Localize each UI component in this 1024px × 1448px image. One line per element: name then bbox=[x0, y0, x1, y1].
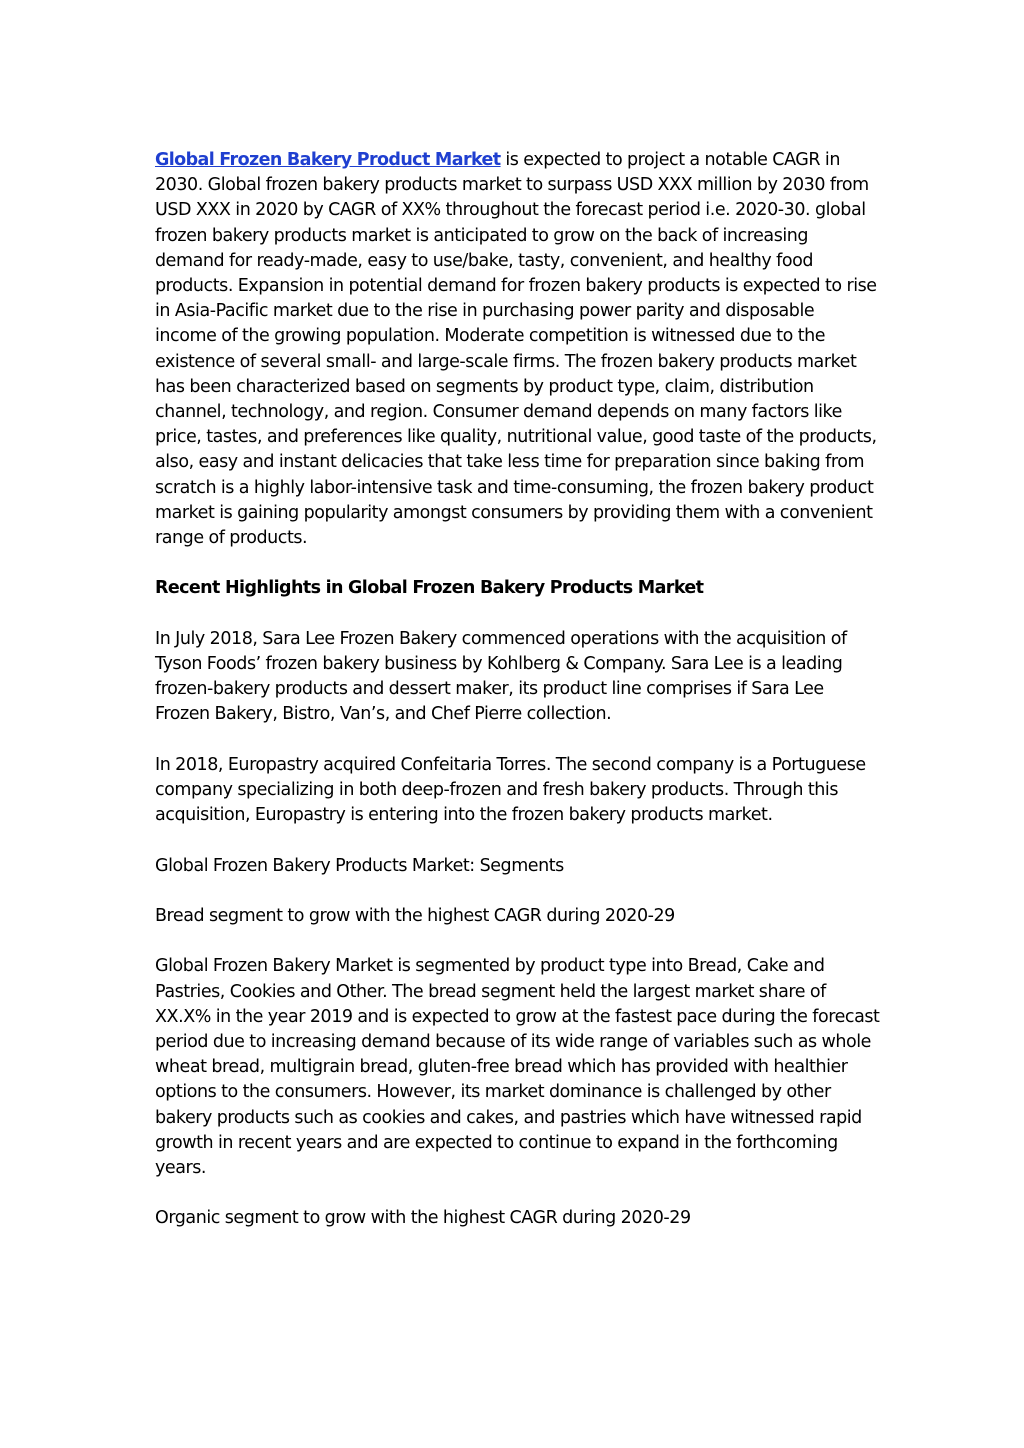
highlight-paragraph-sara-lee: In July 2018, Sara Lee Frozen Bakery commenced operations with the acquisition of Tyson Foods’ frozen bakery business by Kohlberg & Company. Sara Lee is a leading frozen-bakery products and dessert maker, its product line comprises if Sara Lee Frozen Bakery, Bistro, Van’s, and Chef Pierre collection. bbox=[155, 628, 847, 725]
highlight-paragraph-europastry: In 2018, Europastry acquired Confeitaria Torres. The second company is a Portuguese company specializing in both deep-frozen and fresh bakery products. Through this acquisition, Europastry is entering into the frozen bakery products market. bbox=[155, 754, 866, 826]
highlights-heading: Recent Highlights in Global Frozen Bakery Products Market bbox=[155, 578, 704, 599]
bread-segment-heading: Bread segment to grow with the highest CAGR during 2020-29 bbox=[155, 906, 675, 927]
intro-paragraph bbox=[155, 148, 880, 551]
market-report-link[interactable]: Global Frozen Bakery Product Market bbox=[155, 150, 501, 170]
document-body bbox=[155, 148, 880, 1257]
segments-heading: Global Frozen Bakery Products Market: Segments bbox=[155, 855, 564, 876]
organic-segment-heading: Organic segment to grow with the highest CAGR during 2020-29 bbox=[155, 1208, 691, 1229]
bread-segment-paragraph: Global Frozen Bakery Market is segmented by product type into Bread, Cake and Pastries, Cookies and Other. The bread segment held the largest market share of XX.X% in the year 2019 and is expected to grow at the fastest pace during the forecast period due to increasing demand because of its wide range of variables such as whole wheat bread, multigrain bread, gluten-free bread which has provided with healthier options to the consumers. However, its market dominance is challenged by other bakery products such as cookies and cakes, and pastries which have witnessed rapid growth in recent years and are expected to continue to expand in the forthcoming years. bbox=[155, 956, 880, 1179]
intro-text: is expected to project a notable CAGR in 2030. Global frozen bakery products market to surpass USD XXX million by 2030 from USD XXX in 2020 by CAGR of XX% throughout the forecast period i.e. 2020-30. global frozen bakery products market is anticipated to grow on the back of increasing demand for ready-made, easy to use/bake, tasty, convenient, and healthy food products. Expansion in potential demand for frozen bakery products is expected to rise in Asia-Pacific market due to the rise in purchasing power parity and disposable income of the growing population. Moderate competition is witnessed due to the existence of several small- and large-scale firms. The frozen bakery products market has been characterized based on segments by product type, claim, distribution channel, technology, and region. Consumer demand depends on many factors like price, tastes, and preferences like quality, nutritional value, good taste of the products, also, easy and instant delicacies that take less time for preparation since baking from scratch is a highly labor-intensive task and time-consuming, the frozen bakery product market is gaining popularity amongst consumers by providing them with a convenient range of products. bbox=[155, 150, 877, 549]
